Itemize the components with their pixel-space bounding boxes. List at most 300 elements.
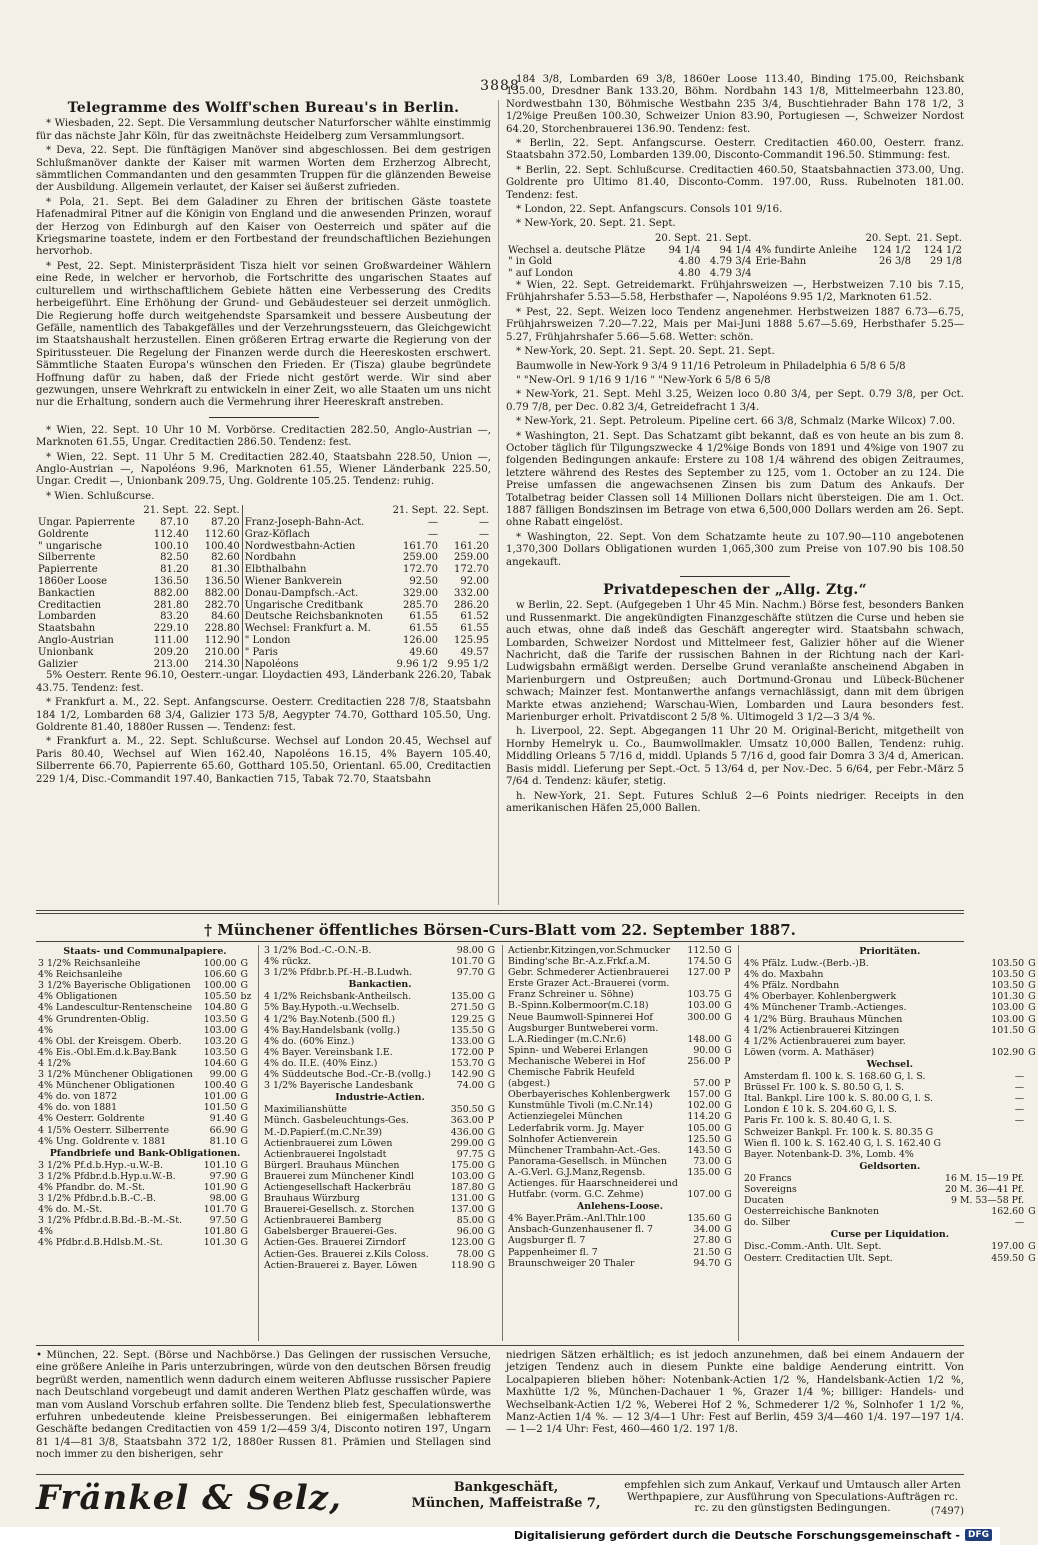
quote-status: G: [724, 1155, 732, 1167]
quote-row: [742, 1082, 1038, 1093]
muenchen-report-right: niedrigen Sätzen erhältlich; es ist jedoch anzunehmen, daß bei einem Andauern der jetzigen Tendenz auch in diesem Punkte eine baldige Aenderung eintritt. Von Localpapieren blieben höher: Notenbank-Actien 1/2 %, Handelsbank-Actien 1/2 %, Maxhütte 1/2 %, München-Dachauer 1 %, Grazer 1/4 %; billiger: Handels- und Wechselbank-Actien 1/2 %, Weberei Hof 2 %, Schmederer 1/2 %, Solnhofer 1 1/2 %, Manz-Actien 1/4 %. — 12 3/4—1 Uhr: Fest auf Berlin, 459 3/4—460 1/4. 197—197 1/4. — 1—2 1/4 Uhr: Fest, 460—460 1/2. 197 1/8.: [506, 1350, 964, 1436]
table-cell: 61.55: [460, 623, 489, 635]
quote-label: Pappenheimer fl. 7: [508, 1246, 598, 1258]
quote-label: Oesterr. Creditactien Ult. Sept.: [744, 1252, 893, 1264]
quote-status: P: [724, 967, 731, 979]
quote-row: [262, 1204, 498, 1215]
quote-value: 271.50: [450, 1002, 484, 1014]
quote-label: Actienbrauerei Ingolstadt: [264, 1148, 387, 1160]
ad-description: empfehlen sich zum Ankauf, Verkauf und Umtausch aller Arten Werthpapiere, zur Ausführung von Speculations-Aufträgen rc. rc. zu den günstigsten Bedingungen.: [624, 1479, 961, 1514]
quote-status: G: [487, 1137, 496, 1149]
table-header-cell: 20. Sept.: [655, 232, 701, 244]
article-paragraph: * Berlin, 22. Sept. Schlußcurse. Creditactien 460.50, Staatsbahnactien 373.00, Ung. Goldrente pro Ultimo 81.40, Disconto-Comm. 197.00, Russ. Rubelnoten 181.00. Tendenz: fest.: [506, 164, 964, 201]
table-cell: 161.70: [403, 540, 439, 552]
quote-status: G: [240, 1102, 248, 1114]
quote-value: 21.50: [693, 1246, 721, 1258]
quote-label: Brauerei-Gesellsch. z. Storchen: [264, 1204, 415, 1216]
quote-status: G: [487, 1259, 496, 1271]
quote-status: [722, 1023, 734, 1034]
table-cell: 81.30: [211, 564, 240, 576]
quote-value: 162.60: [991, 1206, 1025, 1218]
quote-row: [262, 1226, 498, 1237]
quote-value: 101.50: [203, 1102, 237, 1114]
quote-row: [36, 1125, 254, 1136]
footer-credit: Digitalisierung gefördert durch die Deutsche Forschungsgemeinschaft -: [513, 1529, 960, 1542]
quote-label: Binding'sche Br.-A.z.Frkf.a.M.: [508, 956, 651, 968]
quote-row: [742, 958, 1038, 969]
quote-row: [36, 1091, 254, 1102]
column-divider: [502, 945, 503, 1341]
quote-value: 105.50: [203, 991, 237, 1003]
quote-row: [506, 1247, 734, 1258]
article-paragraph: * Pest, 22. Sept. Ministerpräsident Tisza hielt vor seinen Großwardeiner Wählern eine Rede, in welcher er hervorhob, die Fortschritte des ungarischen Staates auf culturellem und wirthschaftlichem Gebiete hätten eine Verbesserung des Credits herbeigeführt. Eine Erhöhung der Grund- und Gebäudesteuer sei derzeit unmöglich. Die Regierung hoffe durch weitgehendste Sparsamkeit und bessere Ausbeutung der Gefälle, namentlich des Tabakgefälles und der Verzehrungssteuern, das Gleichgewicht im Staatshaushalt herzustellen. Einen größeren Ertrag erwarte die Regierung von der Spiritussteuer. Die Regelung der Finanzen werde durch die Heereskosten erschwert. Sämmtliche Staaten Europa's wünschen den Frieden. Er (Tisza) glaube begründete Hoffnung dafür zu haben, daß der Friede nicht gestört werde. Wir sind aber gezwungen, unsere Wehrkraft zu entwickeln in einer Zeit, wo alle Staaten um uns nicht nur die Erhaltung, sondern auch die Vermehrung ihrer Heereskraft anstreben.: [36, 260, 491, 409]
table-cell: 112.90: [204, 634, 240, 646]
quote-row: [506, 1056, 734, 1067]
quote-value: [943, 1036, 1026, 1047]
quote-label: 4% Münchener Obligationen: [38, 1080, 175, 1092]
quote-label: Brauhaus Würzburg: [264, 1193, 360, 1205]
section-heading-row: [262, 978, 498, 991]
quote-value: 157.00: [687, 1089, 721, 1101]
quote-row: [262, 945, 498, 956]
ad-business-type: Bankgeschäft,: [453, 1480, 559, 1495]
table-cell: 112.40: [153, 528, 189, 540]
table-cell: —: [428, 516, 439, 528]
article-paragraph: * Pola, 21. Sept. Bei dem Galadiner zu Ehren der britischen Gäste toastete Hafenadmiral Pitner auf die Königin von England und die anwesenden Prinzen, worauf der Herzog von Edinburgh auf den Kaiser von Oesterreich und später auf die Kriegsmarine toastete, indem er den Fortbestand der freundschaftlichen Beziehungen hervorhob.: [36, 196, 491, 258]
quote-status: G: [240, 1204, 248, 1216]
quote-row: [36, 1215, 254, 1226]
quote-row: [742, 1047, 1038, 1058]
quote-row: [262, 1025, 498, 1036]
divider-rule: [36, 941, 964, 942]
quote-label: Brauerei zum Münchener Kindl: [264, 1170, 414, 1182]
quote-value: 135.00: [687, 1166, 721, 1178]
quote-value: 125.50: [687, 1133, 721, 1145]
table-cell: —: [479, 516, 489, 528]
table-row: [36, 659, 491, 671]
quote-status: [1026, 1184, 1038, 1195]
table-cell: 94 1/4: [719, 244, 752, 256]
article-paragraph: * Washington, 22. Sept. Von dem Schatzamte heute zu 107.90—110 angebotenen 1,370,300 Dollars Obligationen wurden 1,065,300 zum Preise von 107.90 bis 108.50 angekauft.: [506, 531, 964, 568]
section-heading-row: [742, 1058, 1038, 1071]
privat-headline: Privatdepeschen der „Allg. Ztg.“: [603, 582, 867, 598]
footer-bar: [0, 1527, 1000, 1545]
quote-row: [506, 1012, 734, 1023]
article-paragraph: 184 3/8, Lombarden 69 3/8, 1860er Loose 113.40, Binding 175.00, Reichsbank 135.00, Dresdner Bank 133.20, Böhm. Nordbahn 143 1/8, Mittelmeerbahn 123.80, Nordwestbahn 130, Böhmische Westbahn 235 3/4, Buschtiehrader Bahn 178 1/2, 3 1/2%ige Preußen 100.30, Schweizer Union 83.90, Portugiesen —, Schweizer Nordost 64.20, Storchenbrauerei 136.90. Tendenz: fest.: [506, 74, 964, 135]
right-column: [506, 74, 964, 905]
quote-row: [262, 1069, 498, 1080]
quote-status: G: [724, 1213, 732, 1225]
quote-row: [506, 1000, 734, 1011]
boerse-column-1: [36, 945, 254, 1341]
quote-status: G: [240, 1013, 248, 1025]
quote-label: 4% Reichsanleihe: [38, 969, 123, 981]
section-heading-row: [36, 1147, 254, 1160]
quote-status: [1026, 1138, 1038, 1149]
quote-label: 4 1/5% Oesterr. Silberrente: [38, 1124, 170, 1136]
quote-label: 3 1/2% Pfdbr.d.b.B.-C.-B.: [38, 1193, 156, 1205]
table-cell: Goldrente: [38, 528, 89, 540]
quote-row: [36, 1002, 254, 1013]
quote-value: 112.50: [687, 945, 721, 956]
quote-value: 97.90: [209, 1170, 237, 1182]
quote-label: Braunschweiger 20 Thaler: [508, 1257, 635, 1269]
quote-row: [262, 1138, 498, 1149]
quote-row: [262, 1104, 498, 1115]
quote-label: 4% Pfdbr.d.B.Hdlsb.M.-St.: [38, 1237, 163, 1249]
table-cell: 83.20: [160, 611, 189, 623]
article-paragraph: * Berlin, 22. Sept. Anfangscurse. Oesterr. Creditactien 460.00, Oesterr. franz. Staatsbahn 372.50, Lombarden 139.00, Disconto-Commandit 196.50. Stimmung: fest.: [506, 138, 964, 162]
quote-value: 101.10: [203, 1159, 237, 1171]
section-heading-row: [506, 1200, 734, 1213]
table-cell: 49.57: [460, 646, 489, 658]
quote-label: Paris Fr. 100 k. S. 80.40 G, l. S.: [744, 1115, 893, 1127]
quote-status: G: [487, 1002, 496, 1014]
quote-row: [506, 1111, 734, 1122]
quote-label: 4% Pfandbr. do. M.-St.: [38, 1181, 146, 1193]
quote-status: bz: [240, 991, 252, 1003]
quote-status: G: [487, 1024, 496, 1036]
quote-value: 103.50: [203, 1013, 237, 1025]
quote-status: G: [240, 958, 248, 970]
quote-status: G: [1028, 969, 1036, 981]
quote-label: 4% do. Maxbahn: [744, 969, 824, 981]
quote-label: Wien fl. 100 k. S. 162.40 G, l. S. 162.40 G: [744, 1137, 941, 1149]
quote-status: G: [724, 1122, 732, 1134]
table-cell: 228.80: [204, 623, 240, 635]
quote-status: G: [240, 969, 248, 981]
table-cell: 282.70: [204, 599, 240, 611]
quote-value: 105.00: [687, 1122, 721, 1134]
quote-label: 3 1/2% Pf.d.b.Hyp.-u.W.-B.: [38, 1159, 163, 1171]
table-cell: 229.10: [153, 623, 189, 635]
table-cell: 285.70: [403, 599, 439, 611]
table-header-cell: 22. Sept.: [443, 505, 489, 517]
table-cell: Galizier: [38, 658, 78, 670]
table-header-cell: [36, 505, 140, 517]
table-cell: 213.00: [153, 658, 189, 670]
table-cell: 61.55: [409, 611, 439, 623]
quote-row: [262, 1249, 498, 1260]
quote-label: Neue Baumwoll-Spinnerei Hof: [508, 1011, 653, 1023]
table-header-row: [506, 233, 964, 245]
quote-value: 103.00: [687, 1000, 721, 1012]
section-heading: Geldsorten.: [859, 1160, 921, 1172]
quote-value: 103.00: [991, 1013, 1025, 1025]
boerse-column-4: [742, 945, 1036, 1341]
column-divider: [738, 945, 739, 1341]
article-paragraph: * New-York, 20. Sept. 21. Sept.: [516, 218, 676, 230]
quote-value: 101.80: [203, 1226, 237, 1238]
table-row: [36, 552, 491, 564]
quote-value: 197.00: [991, 1241, 1025, 1253]
quote-row: [36, 1080, 254, 1091]
table-cell: Papierrente: [38, 564, 98, 576]
quote-label: Panorama-Gesellsch. in München: [508, 1155, 667, 1167]
table-cell: Ungarische Creditbank: [242, 600, 389, 612]
table-row: [36, 588, 491, 600]
table-cell: 26 3/8: [879, 256, 912, 268]
quote-label: 4 1/2% Bürg. Brauhaus München: [744, 1013, 903, 1025]
quote-label: Ansbach-Gunzenhausener fl. 7: [508, 1224, 654, 1236]
table-cell: 126.00: [403, 634, 439, 646]
table-header-cell: [242, 505, 389, 517]
quote-value: 97.75: [456, 1148, 484, 1160]
quote-label: 4% do. M.-St.: [38, 1204, 103, 1216]
quote-status: G: [724, 1246, 732, 1258]
quote-row: [506, 1067, 734, 1078]
table-header-cell: 21. Sept.: [916, 232, 962, 244]
quote-row: [506, 1258, 734, 1269]
section-rule: [209, 417, 319, 418]
quote-status: G: [724, 1257, 732, 1269]
quote-label: 3 1/2% Pfdbr.d.B.Bd.-B.-M.-St.: [38, 1215, 182, 1227]
quote-value: 78.00: [456, 1248, 484, 1260]
table-cell: —: [428, 528, 439, 540]
table-row: [36, 576, 491, 588]
table-header-row: [36, 505, 491, 517]
quote-value: 153.70: [450, 1057, 484, 1069]
dfg-logo-icon: DFG: [965, 1529, 992, 1541]
quote-label: Gabelsberger Brauerei-Ges.: [264, 1226, 398, 1238]
article-paragraph: * Frankfurt a. M., 22. Sept. Anfangscurse. Oesterr. Creditactien 228 7/8, Staatsbahn 184 1/2, Lombarden 68 3/4, Galizier 173 5/8, Aegypter 74.70, Gotthard 105.50, Ung. Goldrente 81.40, 1880er Russen —. Tendenz: fest.: [36, 697, 491, 733]
quote-status: G: [240, 1057, 248, 1069]
quote-value: 131.00: [450, 1193, 484, 1205]
quote-status: G: [1028, 991, 1036, 1003]
quote-label: 4% Obligationen: [38, 991, 118, 1003]
article-paragraph: * New-York, 20. Sept. 21. Sept. 20. Sept. 21. Sept.: [516, 346, 775, 358]
quote-value: 16 M. 15—19 Pf.: [945, 1172, 1025, 1184]
quote-row: [742, 1002, 1038, 1013]
quote-label: 4% Oesterr. Goldrente: [38, 1113, 145, 1125]
article-paragraph: * Pest, 22. Sept. Weizen loco Tendenz angenehmer. Herbstweizen 1887 6.73—6.75, Frühjahrsweizen 7.20—7.22, Mais per Mai-Juni 1888 5.67—5.69, Herbsthafer 5.25—5.27, Frühjahrshafer 5.66—5.68. Wetter: schön.: [506, 306, 964, 343]
quote-row: [742, 1036, 1038, 1047]
table-cell: 100.10: [153, 540, 189, 552]
table-cell: 161.20: [454, 540, 489, 552]
table-cell: Nordwestbahn-Actien: [242, 541, 389, 553]
quote-row: [36, 958, 254, 969]
quote-row: [506, 1189, 734, 1200]
quote-value: 102.90: [991, 1046, 1025, 1058]
quote-row: [742, 1206, 1038, 1217]
quote-status: [1026, 1195, 1038, 1206]
quote-label: Franz Schreiner u. Söhne): [508, 989, 634, 1001]
quote-row: [742, 1071, 1038, 1082]
quote-value: 104.80: [203, 1002, 237, 1014]
quote-value: 102.00: [687, 1100, 721, 1112]
table-cell: 81.20: [160, 564, 189, 576]
quote-value: 172.00: [450, 1046, 484, 1058]
quote-status: G: [724, 1100, 732, 1112]
quote-status: G: [1028, 1046, 1036, 1058]
quote-row: [506, 1123, 734, 1134]
quote-row: [262, 1193, 498, 1204]
article-paragraph: * Deva, 22. Sept. Die fünftägigen Manöver sind abgeschlossen. Bei dem gestrigen Schlußmanöver dankte der Kaiser mit warmen Worten dem Erzherzog Albrecht, sämmtlichen Commandanten und den gesammten Truppen für die glänzenden Beweise der Ausbildung. Allgemein verlautet, der Kaiser sei äußerst zufrieden.: [36, 145, 491, 194]
quote-value: 103.00: [450, 1170, 484, 1182]
quote-row: [742, 1173, 1038, 1184]
quote-label: 3 1/2% Bod.-C.-O.N.-B.: [264, 945, 372, 956]
section-heading: Industrie-Actien.: [335, 1092, 425, 1104]
quote-value: 97.70: [456, 967, 484, 979]
quote-label: 4% do. von 1872: [38, 1091, 118, 1103]
quote-status: G: [1028, 1013, 1036, 1025]
article-paragraph: h. New-York, 21. Sept. Futures Schluß 2—6 Points niedriger. Receipts in den amerikanischen Häfen 25,000 Ballen.: [506, 790, 964, 814]
quote-value: 106.60: [203, 969, 237, 981]
quote-label: Actienges. für Haarschneiderei und: [508, 1177, 678, 1189]
table-header-cell: 20. Sept.: [865, 232, 912, 244]
quote-row: [506, 1023, 734, 1034]
quote-row: [506, 1224, 734, 1235]
table-row: [506, 245, 964, 257]
quote-status: G: [1028, 1024, 1036, 1036]
article-paragraph: * Frankfurt a. M., 22. Sept. Schlußcurse. Wechsel auf London 20.45, Wechsel auf Paris 80.40, Wechsel auf Wien 162.40, Napoléons 16.15, 4% Bayern 105.40, Silberrente 66.70, Papierrente 65.60, Gotthard 105.50, Orientanl. 65.00, Creditactien 229 1/4, Disc.-Commandit 197.40, Bankactien 715, Tabak 72.70, Staatsbahn: [36, 736, 491, 785]
ad-street: München, Maffeistraße 7,: [411, 1496, 601, 1511]
table-row: [36, 517, 491, 529]
table-cell: 94 1/4: [668, 244, 701, 256]
quote-row: [36, 1182, 254, 1193]
article-paragraph: * Wien. Schlußcurse.: [46, 490, 155, 502]
article-paragraph: * Wien, 22. Sept. 10 Uhr 10 M. Vorbörse. Creditactien 282.50, Anglo-Austrian —, Marknoten 61.55, Ungar. Creditactien 286.50. Tendenz: fest.: [36, 424, 491, 449]
table-cell: Franz-Joseph-Bahn-Act.: [242, 517, 389, 529]
quote-label: 4% Ung. Goldrente v. 1881: [38, 1135, 167, 1147]
quote-value: 300.00: [687, 1011, 721, 1023]
quote-status: G: [240, 1113, 248, 1125]
quote-status: G: [240, 1080, 248, 1092]
quote-label: 4%: [38, 1024, 53, 1036]
quote-status: P: [487, 1046, 494, 1058]
telegram-headline: Telegramme des Wolff'schen Bureau's in Berlin.: [67, 100, 460, 116]
quote-label: Hutfabr. (vorm. G.C. Zehme): [508, 1189, 644, 1201]
quote-value: 436.00: [450, 1126, 484, 1138]
quote-row: [506, 945, 734, 956]
ad-address: [406, 1480, 606, 1512]
quote-row: [506, 1045, 734, 1056]
quote-label: 4% Münchener Tramb.-Actienges.: [744, 1002, 907, 1014]
table-cell: " ungarische: [38, 540, 103, 552]
quote-value: 103.50: [203, 1046, 237, 1058]
table-row: [506, 256, 964, 268]
article-paragraph: Baumwolle in New-York 9 3/4 9 11/16 Petroleum in Philadelphia 6 5/8 6 5/8: [516, 360, 906, 372]
quote-label: B.-Spinn.Kolbermoor(m.C.18): [508, 1000, 649, 1012]
divider-rule: [36, 1345, 964, 1346]
quote-row: [262, 1036, 498, 1047]
quote-value: 101.30: [991, 991, 1025, 1003]
quote-label: 4% Oberbayer. Kohlenbergwerk: [744, 991, 897, 1003]
quote-status: G: [240, 1237, 248, 1249]
boerse-column-3: [506, 945, 734, 1341]
quote-status: [1026, 1127, 1038, 1138]
quote-status: G: [487, 1248, 496, 1260]
quote-status: G: [487, 1204, 496, 1216]
quote-row: [742, 969, 1038, 980]
table-header-cell: 21. Sept.: [705, 232, 752, 244]
left-column: [36, 100, 491, 905]
quote-row: [36, 1069, 254, 1080]
quote-value: 85.00: [456, 1215, 484, 1227]
quote-row: [36, 1102, 254, 1113]
quote-row: [742, 991, 1038, 1002]
section-heading-row: [742, 1160, 1038, 1173]
quote-status: G: [724, 1166, 732, 1178]
section-heading-row: [742, 945, 1038, 958]
quote-label: Brüssel Fr. 100 k. S. 80.50 G, l. S.: [744, 1082, 904, 1094]
quote-value: 174.50: [687, 956, 721, 968]
quote-row: [36, 1226, 254, 1237]
quote-label: Schweizer Bankpl. Fr. 100 k. S. 80.35 G: [744, 1126, 934, 1138]
quote-row: [506, 1100, 734, 1111]
quote-value: 98.00: [456, 945, 484, 956]
article-paragraph: * Washington, 21. Sept. Das Schatzamt gibt bekannt, daß es von heute an bis zum 8. October täglich für Tilgungszwecke 4 1/2%ige Bonds von 1891 und 4%ige von 1907 zu folgenden Bedingungen ankaufe: Erstere zu 108 1/4 während des obigen Zeitraumes, letztere während des Restes des September zu 125, vom 1. October an zu 124. Die Preise umfassen die angewachsenen Zinsen bis zum Datum des Ankaufs. Der Totalbetrag beider Classen soll 14 Millionen Dollars nicht übersteigen. Die am 1. Oct. 1887 fälligen Bondszinsen im Betrage von etwa 6,500,000 Dollars werden am 26. Sept. ohne Rabatt eingelöst.: [506, 430, 964, 529]
table-cell: 286.20: [454, 599, 489, 611]
quote-status: G: [487, 1069, 496, 1081]
quote-value: —: [1014, 1071, 1025, 1083]
quote-row: [262, 991, 498, 1002]
quote-row: [506, 978, 734, 989]
quote-label: 4% Süddeutsche Bod.-Cr.-B.(vollg.): [264, 1069, 431, 1081]
table-cell: —: [479, 528, 489, 540]
table-cell: Staatsbahn: [38, 623, 96, 635]
table-cell: [753, 268, 862, 280]
table-header-cell: [506, 233, 652, 245]
quote-row: [36, 1058, 254, 1069]
quote-row: [36, 969, 254, 980]
quote-label: Ital. Bankpl. Lire 100 k. S. 80.00 G, l. S.: [744, 1093, 933, 1105]
quote-row: [36, 1171, 254, 1182]
quote-value: 20 M. 36—41 Pf.: [945, 1183, 1025, 1195]
table-cell: 124 1/2: [872, 244, 912, 256]
quote-status: G: [240, 980, 248, 992]
quote-row: [742, 1138, 1038, 1149]
quote-status: G: [487, 1035, 496, 1047]
quote-label: Disc.-Comm.-Anth. Ult. Sept.: [744, 1241, 882, 1253]
quote-status: G: [240, 1046, 248, 1058]
table-cell: Nordbahn: [242, 552, 389, 564]
quote-row: [262, 1115, 498, 1126]
table-cell: 9.96 1/2: [396, 658, 439, 670]
quote-status: G: [240, 1215, 248, 1227]
table-cell: " in Gold: [508, 256, 553, 268]
quote-row: [506, 1156, 734, 1167]
quote-row: [262, 1260, 498, 1271]
quote-status: G: [240, 1091, 248, 1103]
quote-value: [684, 978, 722, 989]
quote-value: 148.00: [687, 1033, 721, 1045]
quote-row: [36, 1136, 254, 1147]
quote-label: 4 1/2%: [38, 1057, 71, 1069]
quote-label: 3 1/2% Pfdbr.b.Pf.-H.-B.Ludwh.: [264, 967, 413, 979]
quote-status: G: [1028, 1252, 1036, 1264]
quote-status: [722, 978, 734, 989]
quote-value: 133.00: [450, 1035, 484, 1047]
quote-label: 5% Bay.Hypoth.-u.Wechselb.: [264, 1002, 400, 1014]
quote-label: Amsterdam fl. 100 k. S. 168.60 G, l. S.: [744, 1071, 926, 1083]
quote-label: 4% do. von 1881: [38, 1102, 118, 1114]
quote-value: 299.00: [450, 1137, 484, 1149]
quote-value: [943, 1149, 1026, 1160]
quote-status: G: [240, 1024, 248, 1036]
table-row: [36, 564, 491, 576]
quote-label: 3 1/2% Reichsanleihe: [38, 958, 141, 970]
quote-value: [943, 1138, 1026, 1149]
quote-value: [943, 1127, 1026, 1138]
table-cell: 29 1/8: [930, 256, 962, 268]
quote-label: Gebr. Schmederer Actienbrauerei: [508, 967, 669, 979]
quote-status: G: [1028, 958, 1036, 970]
article-paragraph: * New-York, 21. Sept. Mehl 3.25, Weizen loco 0.80 3/4, per Sept. 0.79 3/8, per Oct. 0.79 7/8, per Dec. 0.82 3/4, Getreidefracht 1 3/4.: [506, 389, 964, 413]
quote-status: [1026, 1036, 1038, 1047]
quote-value: 100.00: [203, 980, 237, 992]
quote-label: Chemische Fabrik Heufeld: [508, 1067, 635, 1079]
